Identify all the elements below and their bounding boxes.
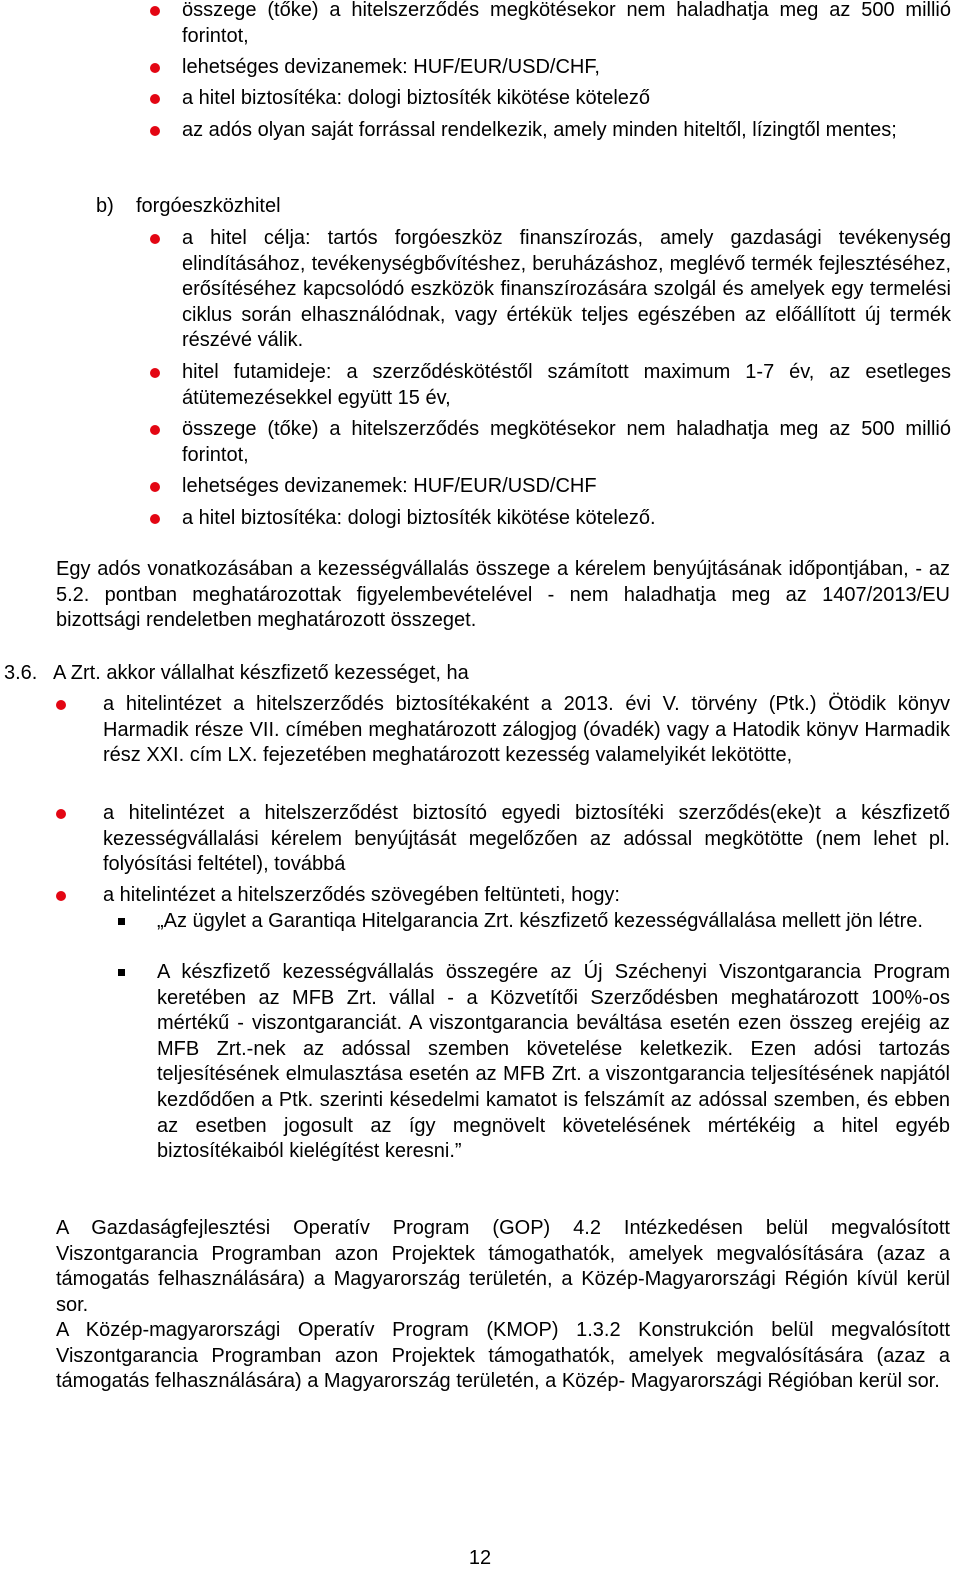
section-number: 3.6.	[4, 662, 38, 684]
bullet-icon	[56, 809, 66, 819]
section-title: forgóeszközhitel	[136, 195, 281, 217]
list-item-text: hitel futamideje: a szerződéskötéstől számított maximum 1-7 év, az esetleges átütemezésekkel együtt 15 év,	[182, 361, 951, 409]
paragraph-limit: Egy adós vonatkozásában a kezességvállalás összege a kérelem benyújtásának időpontjában, - az 5.2. pontban meghatározottak figyelembevételével - nem haladhatja meg az 1407/2013/EU bizottsági rendeletben meghatározott összeget.	[56, 558, 950, 632]
list-item-text: a hitel biztosítéka: dologi biztosíték kikötése kötelező	[182, 87, 651, 109]
bullet-icon	[150, 94, 160, 104]
section-marker: b)	[96, 195, 114, 217]
list-item-text: a hitelintézet a hitelszerződés biztosítékaként a 2013. évi V. törvény (Ptk.) Ötödik könyv Harmadik része VII. címében meghatározott zálogjog (óvadék) vagy a Hatodik könyv Harmadik rész XXI. cím LX. fejezetében meghatározott kezesség valamelyikét lekötötte,	[103, 693, 950, 767]
bullet-icon	[150, 63, 160, 73]
page-number: 12	[468, 1547, 492, 1569]
list-item-text: a hitelintézet a hitelszerződés szövegében feltünteti, hogy:	[103, 884, 620, 906]
list-item-text: összege (tőke) a hitelszerződés megkötésekor nem haladhatja meg az 500 millió forintot,	[182, 418, 951, 466]
bullet-icon	[150, 482, 160, 492]
section-title: A Zrt. akkor vállalhat készfizető kezességet, ha	[53, 662, 469, 684]
bullet-icon	[56, 700, 66, 710]
bullet-icon	[56, 891, 66, 901]
list-item-text: az adós olyan saját forrással rendelkezik, amely minden hiteltől, lízingtől mentes;	[182, 119, 897, 141]
list-item-text: összege (tőke) a hitelszerződés megkötésekor nem haladhatja meg az 500 millió forintot,	[182, 0, 951, 47]
square-bullet-icon	[118, 918, 125, 925]
square-bullet-icon	[118, 969, 125, 976]
bullet-icon	[150, 6, 160, 16]
bullet-icon	[150, 368, 160, 378]
bullet-icon	[150, 514, 160, 524]
list-item-text: lehetséges devizanemek: HUF/EUR/USD/CHF,	[182, 56, 600, 78]
list-item-text: „Az ügylet a Garantiqa Hitelgarancia Zrt. készfizető kezességvállalása mellett jön létre.	[157, 910, 923, 932]
list-item-text: a hitelintézet a hitelszerződést biztosító egyedi biztosítéki szerződés(eke)t a készfizető kezességvállalási kérelem benyújtását megelőzően az adóssal megkötötte (nem lehet pl. folyósítási feltétel), továbbá	[103, 802, 950, 876]
list-item-text: a hitel célja: tartós forgóeszköz finanszírozás, amely gazdasági tevékenység elindításához, tevékenységbővítéshez, beruházáshoz, meglévő termék fejlesztéséhez, erősítéséhez kapcsolódó eszközök finanszírozására szolgál és amelyek egy termelési ciklus során elhasználódnak, vagy értékük teljes egészében az előállított új termék részévé válik.	[182, 227, 951, 352]
bullet-icon	[150, 234, 160, 244]
bullet-icon	[150, 126, 160, 136]
paragraph-kmop: A Közép-magyarországi Operatív Program (KMOP) 1.3.2 Konstrukción belül megvalósított Viszontgarancia Programban azon Projektek támogathatók, amelyek megvalósítására (azaz a támogatás felhasználására) a Magyarország területén, a Közép- Magyarországi Régióban kerül sor.	[56, 1319, 950, 1393]
list-item-text: a hitel biztosítéka: dologi biztosíték kikötése kötelező.	[182, 507, 656, 529]
paragraph-gop: A Gazdaságfejlesztési Operatív Program (GOP) 4.2 Intézkedésen belül megvalósított Viszontgarancia Programban azon Projektek támogathatók, amelyek megvalósítására (azaz a támogatás felhasználására) a Magyarország területén, a Közép-Magyarországi Régión kívül kerül sor.	[56, 1217, 950, 1316]
list-item-text: A készfizető kezességvállalás összegére az Új Széchenyi Viszontgarancia Program keretében az MFB Zrt. vállal - a Közvetítői Szerződésben meghatározott 100%-os mértékű - viszontgaranciát. A viszontgarancia beváltása esetén ezen összeg erejéig az MFB Zrt.-nek az adóssal szemben követelése keletkezik. Ezen adósi tartozás teljesítésének elmulasztása esetén az MFB Zrt. a viszontgarancia teljesítésének napjától kezdődően a Ptk. szerinti késedelmi kamatot is felszámít az adóssal szemben, és ebben az esetben jogosult az így megnövelt követelésének mértékéig a hitel egyéb biztosítékaiból kielégítést keresni.”	[157, 961, 950, 1163]
bullet-icon	[150, 425, 160, 435]
list-item-text: lehetséges devizanemek: HUF/EUR/USD/CHF	[182, 475, 597, 497]
